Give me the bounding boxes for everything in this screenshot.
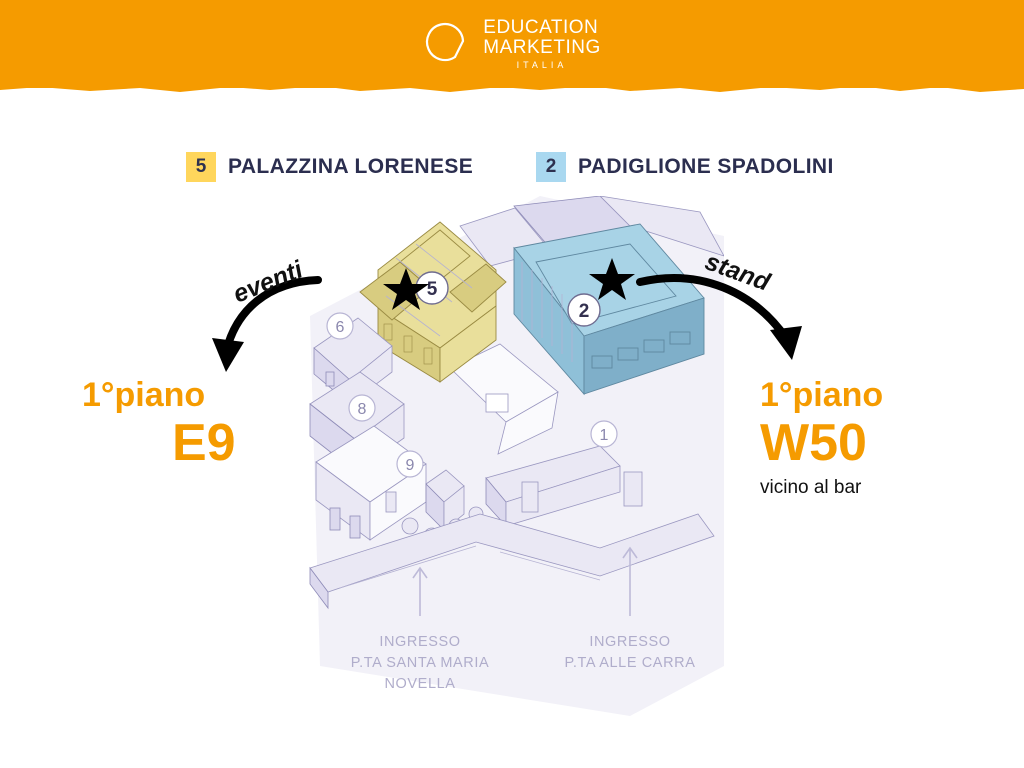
legend-item-palazzina-lorenese: [186, 152, 473, 182]
legend: [186, 152, 866, 188]
legend-label-padiglione-spadolini: PADIGLIONE SPADOLINI: [578, 155, 834, 178]
svg-text:P.TA ALLE CARRA: P.TA ALLE CARRA: [564, 655, 696, 671]
callout-right-note: vicino al bar: [760, 476, 862, 498]
legend-chip-2: 2: [536, 152, 566, 182]
callout-right-stand: [760, 378, 1010, 499]
arrow-label-eventi: eventi: [229, 255, 307, 309]
callout-left-eventi: [62, 378, 302, 471]
callout-right-code: W50: [760, 414, 867, 472]
circle-outline-logo-icon: [423, 21, 469, 67]
brand-line-3: ITALIA: [516, 59, 568, 70]
svg-text:1: 1: [599, 427, 609, 444]
callout-left-code: E9: [172, 414, 236, 472]
brand-logo: [0, 0, 1024, 88]
svg-text:9: 9: [405, 457, 415, 474]
legend-item-padiglione-spadolini: [536, 152, 834, 182]
header-band: [0, 0, 1024, 88]
svg-text:5: 5: [426, 279, 438, 300]
svg-text:INGRESSO: INGRESSO: [589, 634, 671, 650]
legend-label-palazzina-lorenese: PALAZZINA LORENESE: [228, 155, 474, 178]
svg-text:P.TA SANTA MARIA: P.TA SANTA MARIA: [350, 655, 490, 671]
brand-line-2: MARKETING: [483, 36, 601, 58]
fortezza-da-basso-map: [300, 196, 724, 716]
callout-right-floor: 1°piano: [760, 376, 884, 414]
svg-text:2: 2: [578, 301, 590, 322]
arrow-label-stand: stand: [701, 247, 774, 297]
brand-line-1: EDUCATION: [483, 16, 599, 38]
svg-text:6: 6: [335, 319, 345, 336]
svg-text:NOVELLA: NOVELLA: [384, 676, 456, 692]
callout-left-floor: 1°piano: [82, 376, 206, 414]
svg-text:8: 8: [357, 401, 367, 418]
legend-chip-5: 5: [186, 152, 216, 182]
brand-wordmark: [483, 18, 600, 71]
svg-text:INGRESSO: INGRESSO: [379, 634, 461, 650]
torn-edge-decoration: [0, 84, 1024, 96]
